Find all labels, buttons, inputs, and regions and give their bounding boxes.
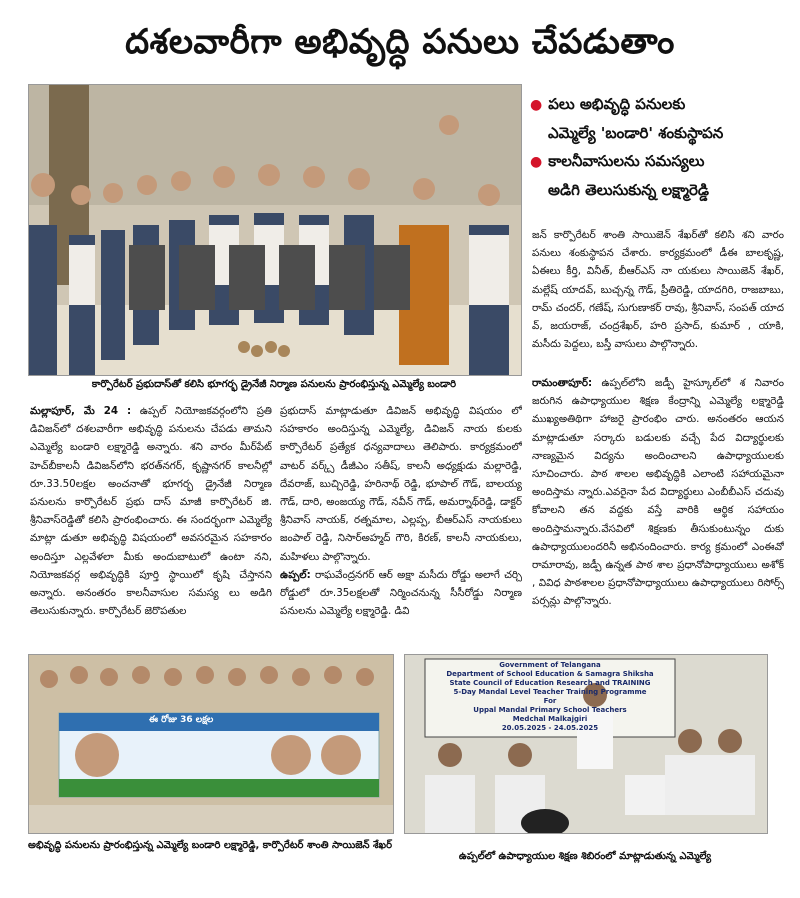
highlight-item: [530, 147, 780, 176]
col1-body: ఉప్పల్ నియోజకవర్గంలోని ప్రతి డివిజన్‌లో దశలవారీగా అభివృద్ధి పనులను చేపడు తామని ఎమ్మెల్యే బండారి లక్ష్మారెడ్డి అన్నారు. శని వారం మీర్‌పేట్ హెచ్‌బీకాలనీ డివిజన్‌లోని భరత్‌నగర్, కృష్ణానగర్ కాలనీల్లో రూ.33.50లక్షల అంచనాతో భూగర్భ డ్రైనేజీ నిర్మాణ పనులను కార్పొరేటర్ ప్రభు దాస్ మాజీ కార్పొరేటర్ జి. శ్రీనివాస్‌రెడ్డితో కలిసి ప్రారంభించారు. ఈ సందర్భంగా ఎమ్మెల్యే మాట్లా డుతూ అభివృద్ధి విషయంలో అవసరమైన సహకారం అందిస్తూ ఎల్లవేళలా మీకు అందుబాటులో ఉంటా నని, నియోజకవర్గ అభివృద్ధికి పూర్తి స్థాయిలో కృషి చేస్తానని అన్నారు. అనంతరం కాలనీవాసుల సమస్య లు అడిగి తెలుసుకున్నారు. కార్పొరేటర్ జెరొపతుల: [30, 405, 272, 618]
highlight-line: అడిగి తెలుసుకున్న లక్ష్మారెడ్డి: [548, 181, 709, 199]
banner-line: 5-Day Mandal Level Teacher Training Programme: [453, 688, 647, 696]
highlight-item: [530, 176, 780, 204]
bullet-icon: ●: [530, 97, 543, 113]
col2-body2: రాఘవేంద్రనగర్ ఆర్ అక్షా మసీదు రోడ్డు అలాగే చర్చి రోడ్డులో రూ.35లక్షలతో నిర్మించనున్న సీసీరోడ్డు నిర్మాణ పనులను ఎమ్మెల్యే లక్ష్మారెడ్డి. డివి: [280, 568, 522, 618]
banner-line: Government of Telangana: [499, 661, 601, 669]
photo-teacher-training: [404, 654, 768, 834]
article-column-1: [30, 402, 272, 638]
highlight-line: ఎమ్మెల్యే 'బండారి' శంకుస్థాపన: [548, 124, 724, 142]
col2-body1: ప్రభుదాస్ మాట్లాడుతూ డివిజన్ అభివృద్ధి విషయం లో సహకారం అందిస్తున్న ఎమ్మెల్యే, డివిజన్ నాయ కులకు కార్పొరేటర్ ప్రత్యేక ధన్యవాదాలు తెలిపారు. కార్యక్రమంలో వాటర్ వర్క్స్ డీజీఎం సతీష్, కాలనీ అధ్యక్షుడు మల్లారెడ్డి, దేవరాజ్, బుచ్చిరెడ్డి, హరినాథ్ రెడ్డి, భూపాల్ గౌడ్, బాలయ్య గౌడ్, దారి, అంజయ్య గౌడ్, నవీన్ గౌడ్, అమర్నాథ్‌రెడ్డి, డాక్టర్ శ్రీనివాస్ నాయక్, రత్నమాల, ఎల్లప్ప, బీఆర్ఎస్ నాయకులు జంపాల్ రెడ్డి, నిసార్‌అహ్మద్ గౌరి, కిరణ్, కాలనీ నాయకులు, మహిళలు పాల్గొన్నారు.: [280, 405, 522, 563]
article-column-3: [532, 226, 784, 370]
photo-drainage-inauguration: [28, 84, 522, 376]
photo3-caption: ఉప్పల్‌లో ఉపాధ్యాయుల శిక్షణ శిబిరంలో మాట్లాడుతున్న ఎమ్మెల్యే: [458, 851, 712, 862]
photo-cc-road-launch: [28, 654, 394, 834]
banner-line: Uppal Mandal Primary School Teachers: [473, 706, 627, 714]
photo1-caption: కార్పొరేటర్ ప్రభుదాస్‌తో కలిసి భూగర్భ డ్రైనేజీ నిర్మాణ పనులను ప్రారంభిస్తున్న ఎమ్మెల్యే బండారి: [91, 379, 457, 390]
photo2-caption: అభివృద్ధి పనులను ప్రారంభిస్తున్న ఎమ్మెల్యే బండారి లక్ష్మారెడ్డి, కార్పొరేటర్ శాంతి సాయిజెన్ శేఖర్: [28, 840, 393, 851]
banner-line: Medchal Malkajgiri: [512, 715, 588, 723]
highlights-box: [530, 90, 780, 204]
dateline: రామంతాపూర్:: [532, 377, 593, 389]
bullet-icon: ●: [530, 154, 543, 170]
banner-line: Department of School Education & Samagra Shiksha: [446, 670, 654, 678]
banner-line: State Council of Education Research and TRAINING: [449, 679, 651, 687]
highlight-line: పలు అభివృద్ధి పనులకు: [548, 95, 686, 113]
col3-body2: ఉప్పల్‌లోని జడ్పీ హైస్కూల్‌లో శ నివారం జరుగిన ఉపాధ్యాయుల శిక్షణ కేంద్రాన్ని ఎమ్మెల్యే లక్ష్మారెడ్డి ముఖ్యఅతిథిగా హాజరై ప్రారంభిం చారు. అనంతరం ఆయన మాట్లాడుతూ సర్కారు బడులకు వచ్చే పేద విద్యార్థులకు నాణ్యమైన విద్యను అందించాలని ఉపాధ్యాయులకు సూచించారు. పాఠ శాలల అభివృద్ధికి ఎలాంటి సహాయమైనా అందిస్తామ న్నారు.ఎవరైనా పేద విద్యార్థులు ఎంబీబీఎస్ చదువు కోవాలని తన వద్దకు వస్తే వారికి ఆర్థిక సహాయం అందిస్తామన్నారు.వేసవిలో శిక్షణకు తీసుకుంటున్నం దుకు ఉపాధ్యాయులందరినీ అభినందించారు. కార్య క్రమంలో ఎంఈవో రామారావు, జడ్పీ ఉన్నత పాఠ శాల ప్రధానోపాధ్యాయులు అశోక్ , వివిధ పాఠశాలల ప్రధానోపాధ్యాయులు ఉపాధ్యాయులు రిసోర్స్ పర్సన్లు పాల్గొన్నారు.: [532, 377, 784, 608]
article-column-2: [280, 402, 522, 638]
dateline: ఉప్పల్:: [280, 568, 311, 581]
training-banner: [427, 661, 673, 733]
banner-line: For: [543, 697, 557, 705]
col3-body1: జన్ కార్పొరేటర్ శాంతి సాయిజెన్ శేఖర్‌తో కలిసి శని వారం పనులు శంకుస్థాపన చేశారు. కార్యక్రమంలో డీఈ బాలకృష్ణ, ఏఈలు కీర్తి, వినీత్, బీఆర్ఎస్ నా యకులు సాయిజెన్ శేఖర్, మల్లేష్ యాదవ్, బుచ్చన్న గౌడ్, ప్రీతిరెడ్డి, యాదగిరి, రాజబాబు, రామ్ చందర్, గణేష్, సుగుణాకర్ రావు, శ్రీనివాస్, సంపత్ యాద వ్, జయరాజ్, చంద్రశేఖర్, హరి ప్రసాద్, కుమార్ , యాకి, మసీదు పెద్దలు, బస్తీ వాసులు పాల్గొన్నారు.: [532, 229, 784, 351]
photo-drainage-art: [29, 85, 521, 375]
highlight-line: కాలనీవాసులను సమస్యలు: [548, 152, 705, 170]
highlight-item: [530, 119, 780, 147]
banner-line: 20.05.2025 - 24.05.2025: [501, 724, 599, 732]
article-column-3-continued: [532, 374, 784, 644]
page-title: దశలవారీగా అభివృద్ధి పనులు చేపడుతాం: [125, 22, 675, 62]
dateline: మల్లాపూర్, మే 24 :: [30, 405, 132, 417]
photo-cc-road-art: [29, 655, 393, 833]
highlight-item: [530, 90, 780, 119]
photo2-banner-text: ఈ రోజు 36 లక్షల: [149, 715, 214, 725]
